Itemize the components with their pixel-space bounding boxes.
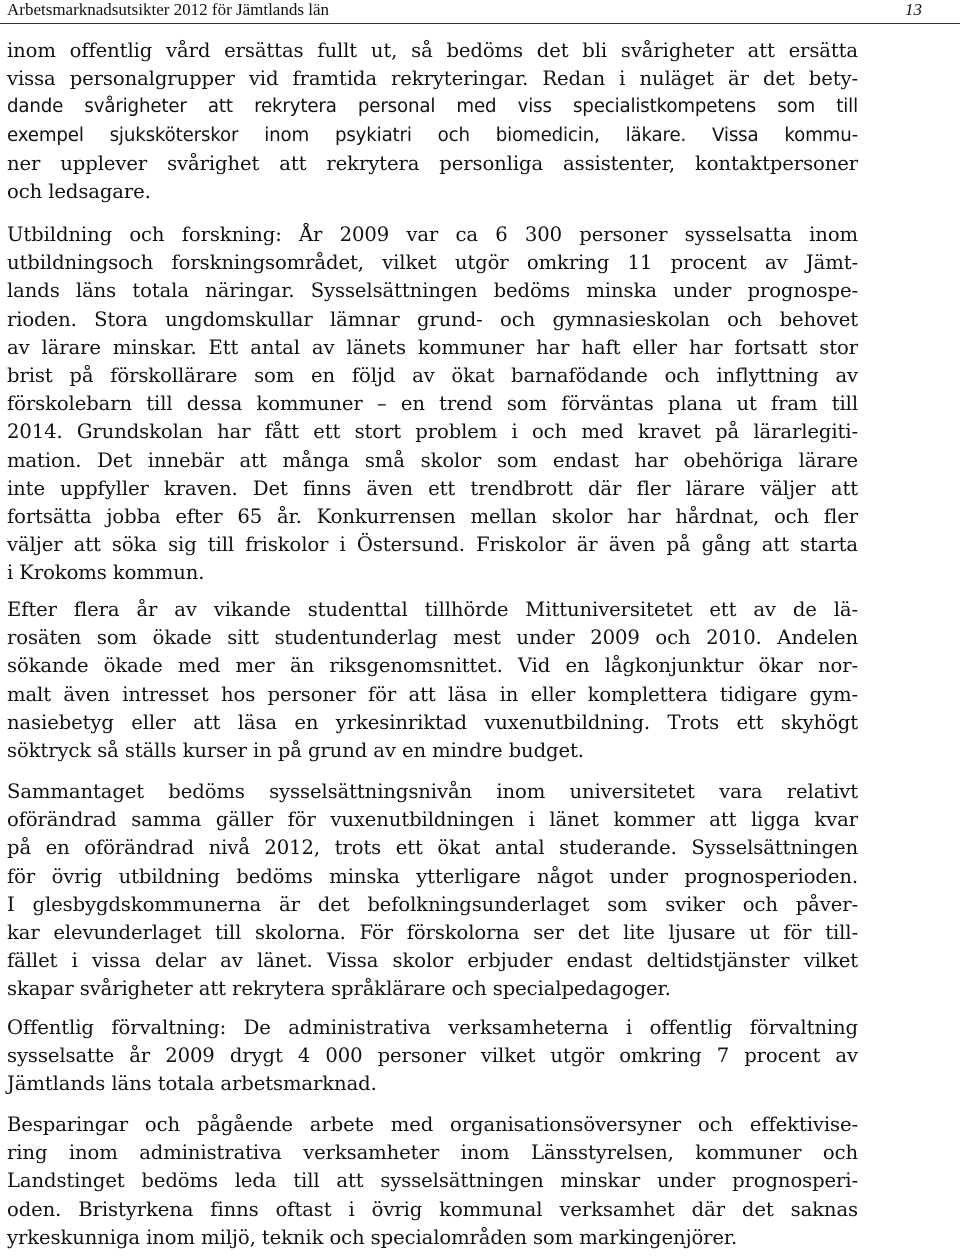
- text-line: väljer att söka sig till friskolor i Östersund. Friskolor är även på gång att starta: [7, 533, 858, 557]
- text-line: Efter flera år av vikande studenttal tillhörde Mittuniversitetet ett av de lä-: [7, 598, 858, 621]
- text-line: Jämtlands läns totala arbetsmarknad.: [7, 1072, 377, 1096]
- page-header: [0, 0, 960, 22]
- text-line: oförändrad samma gäller för vuxenutbildningen i länet kommer att ligga kvar: [7, 808, 858, 832]
- text-line: inom offentlig vård ersättas fullt ut, så bedöms det bli svårigheter att ersätta: [7, 39, 858, 62]
- text-line: ner upplever svårighet att rekrytera personliga assistenter, kontaktpersoner: [7, 151, 858, 175]
- text-line: lands läns totala näringar. Sysselsättningen bedöms minska under prognospe-: [7, 279, 858, 303]
- text-line: sysselsatte år 2009 drygt 4 000 personer vilket utgör omkring 7 procent av: [7, 1044, 858, 1068]
- text-line: dande svårigheter att rekrytera personal med viss specialistkompetens som till: [7, 96, 858, 118]
- header-divider: [0, 23, 960, 24]
- text-line: nasiebetyg eller att läsa en yrkesinriktad vuxenutbildning. Trots ett skyhögt: [7, 710, 858, 734]
- text-line: 2014. Grundskolan har fått ett stort problem i och med kravet på lärarlegiti-: [7, 420, 858, 444]
- paragraph: [7, 37, 858, 206]
- text-line: och ledsagare.: [7, 180, 151, 204]
- text-line: utbildningsoch forskningsområdet, vilket utgör omkring 11 procent av Jämt-: [7, 251, 858, 275]
- paragraph: [7, 778, 858, 1004]
- text-line: mation. Det innebär att många små skolor som endast har obehöriga lärare: [7, 448, 858, 472]
- text-line: Offentlig förvaltning: De administrativa verksamheterna i offentlig förvaltning: [7, 1016, 858, 1039]
- text-line: Sammantaget bedöms sysselsättningsnivån inom universitetet vara relativt: [7, 780, 858, 803]
- text-line: malt även intresset hos personer för att läsa in eller komplettera tidigare gym-: [7, 682, 858, 706]
- text-line: inte uppfyller kraven. Det finns även ett trendbrott där fler lärare väljer att: [7, 476, 858, 500]
- text-line: fället i vissa delar av länet. Vissa skolor erbjuder endast deltidstjänster vilket: [7, 949, 858, 973]
- paragraph: [7, 221, 858, 588]
- text-line: förskolebarn till dessa kommuner – en trend som förväntas plana ut fram till: [7, 392, 858, 416]
- page-number: 13: [905, 0, 922, 19]
- paragraph: [7, 596, 858, 765]
- paragraph: [7, 1111, 858, 1252]
- text-line: fortsätta jobba efter 65 år. Konkurrensen mellan skolor har hårdnat, och fler: [7, 505, 858, 529]
- text-line: för övrig utbildning bedöms minska ytterligare något under prognosperioden.: [7, 864, 858, 888]
- text-line: I glesbygdskommunerna är det befolkningsunderlaget som sviker och påver-: [7, 892, 858, 916]
- text-line: ring inom administrativa verksamheter inom Länsstyrelsen, kommuner och: [7, 1141, 858, 1165]
- text-line: rosäten som ökade sitt studentunderlag mest under 2009 och 2010. Andelen: [7, 626, 858, 650]
- text-line: sökande ökade med mer än riksgenomsnittet. Vid en lågkonjunktur ökar nor-: [7, 654, 858, 678]
- text-line: Utbildning och forskning: År 2009 var ca 6 300 personer sysselsatta inom: [7, 223, 858, 246]
- text-line: Landstinget bedöms leda till att sysselsättningen minskar under prognosperi-: [7, 1169, 858, 1193]
- text-line: brist på förskollärare som en följd av ökat barnafödande och inflyttning av: [7, 364, 858, 388]
- text-line: kar elevunderlaget till skolorna. För förskolorna ser det lite ljusare ut för till-: [7, 921, 858, 945]
- paragraph: [7, 1014, 858, 1099]
- text-line: i Krokoms kommun.: [7, 561, 205, 585]
- text-line: exempel sjuksköterskor inom psykiatri och biomedicin, läkare. Vissa kommu-: [7, 124, 858, 146]
- text-line: på en oförändrad nivå 2012, trots ett ökat antal studerande. Sysselsättningen: [7, 836, 858, 860]
- text-line: vissa personalgrupper vid framtida rekryteringar. Redan i nuläget är det bety-: [7, 67, 858, 91]
- text-line: yrkeskunniga inom miljö, teknik och specialområden som markingenjörer.: [7, 1225, 738, 1249]
- running-header-title: Arbetsmarknadsutsikter 2012 för Jämtlands län: [7, 0, 329, 19]
- text-line: söktryck så ställs kurser in på grund av en mindre budget.: [7, 739, 584, 763]
- text-line: skapar svårigheter att rekrytera språklärare och specialpedagoger.: [7, 977, 671, 1001]
- text-line: rioden. Stora ungdomskullar lämnar grund- och gymnasieskolan och behovet: [7, 307, 858, 331]
- text-line: oden. Bristyrkena finns oftast i övrig kommunal verksamhet där det saknas: [7, 1197, 858, 1221]
- text-line: av lärare minskar. Ett antal av länets kommuner har haft eller har fortsatt stor: [7, 335, 858, 359]
- text-line: Besparingar och pågående arbete med organisationsöversyner och effektivise-: [7, 1113, 858, 1136]
